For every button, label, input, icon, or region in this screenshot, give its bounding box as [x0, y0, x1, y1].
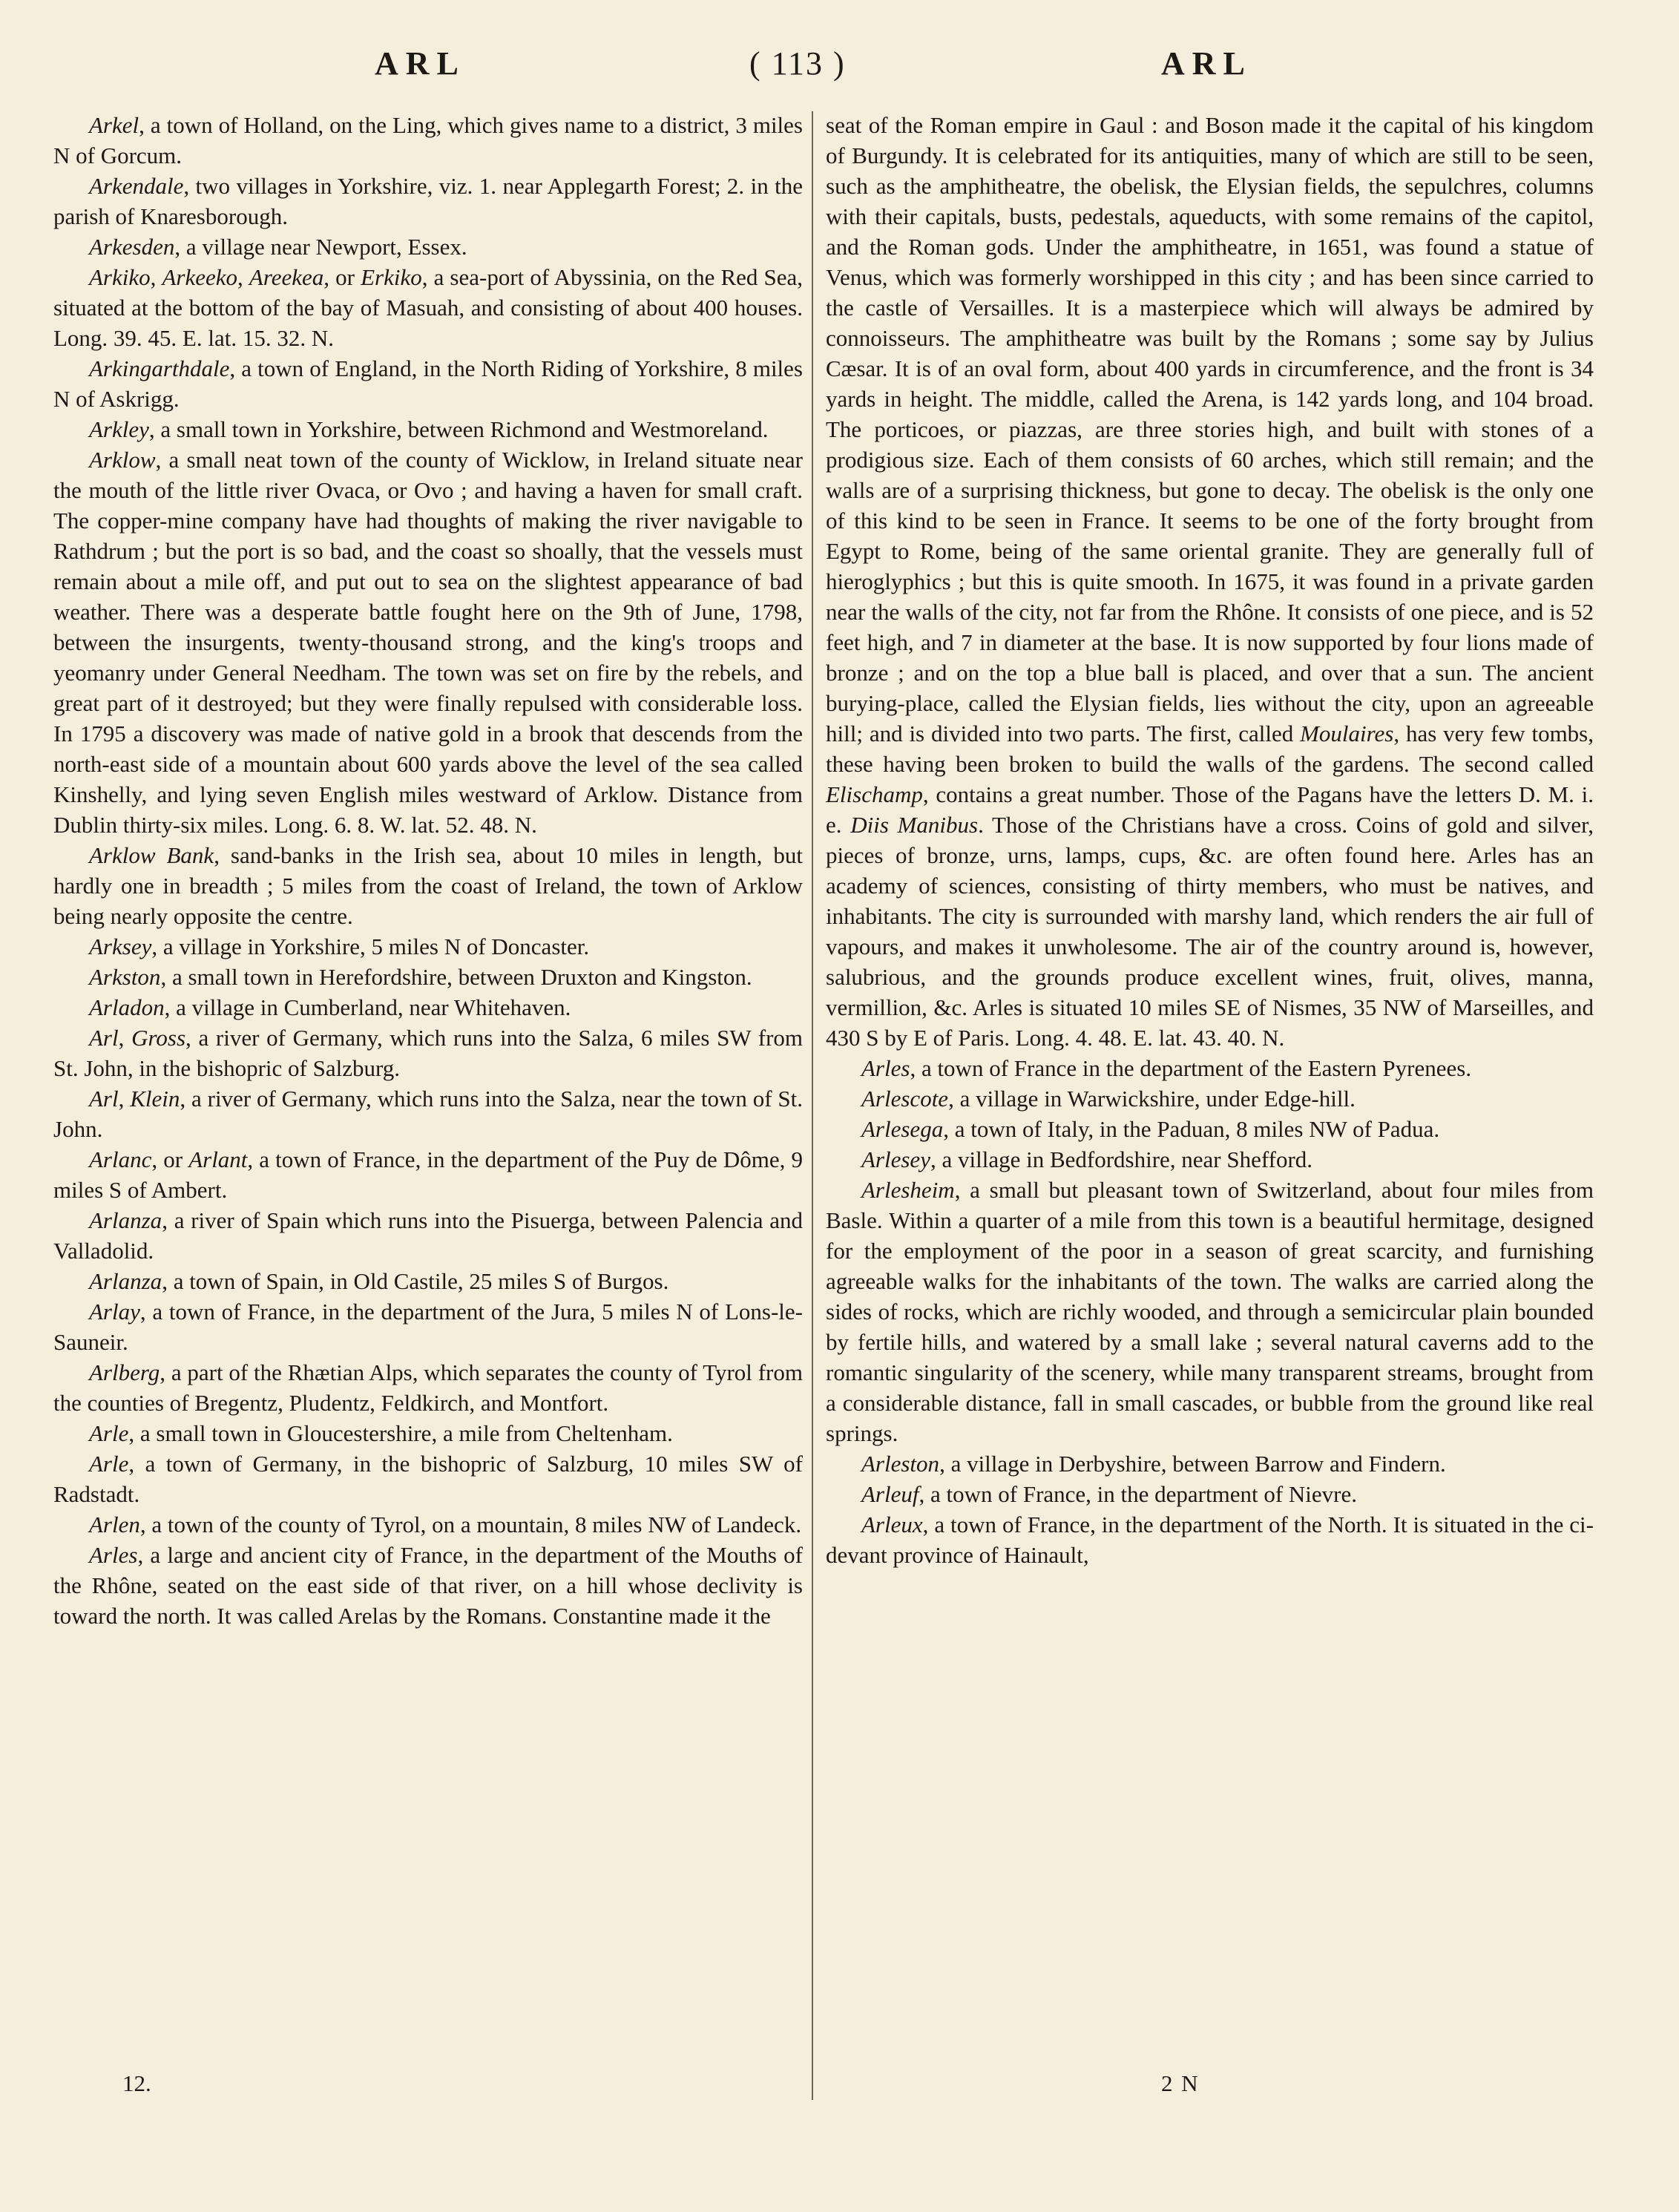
headword: Arles — [861, 1055, 910, 1081]
entry-sep: , — [237, 264, 249, 290]
headword: Arles — [89, 1542, 138, 1568]
entry-text: , two villages in Yorkshire, viz. 1. near Applegarth Forest; 2. in the parish of Knaresborough. — [53, 173, 803, 229]
entry-arles — [53, 1540, 803, 1631]
entry-arles-continued — [826, 110, 1594, 1053]
headword: Arl — [89, 1086, 119, 1112]
entry-sep: , — [118, 1025, 132, 1051]
headword: Arleux — [861, 1512, 923, 1537]
entry-text: , a village in Warwickshire, under Edge-hill. — [948, 1086, 1356, 1112]
headword: Arkley — [89, 416, 149, 442]
entry-text: , has very few tombs, these having been broken to build the walls of the gardens. The second called — [826, 721, 1594, 777]
headword: Arkendale — [89, 173, 184, 199]
entry-text: , a town of the county of Tyrol, on a mountain, 8 miles NW of Landeck. — [139, 1512, 802, 1537]
entry-text: , a town of France, in the department of the Jura, 5 miles N of Lons-le-Sauneir. — [53, 1299, 803, 1355]
entry-arle-gloucestershire — [53, 1418, 803, 1448]
entry-text: , a town of France, in the department of Nievre. — [919, 1481, 1358, 1507]
entry-arle-germany — [53, 1448, 803, 1509]
entry-text: , a town of England, in the North Riding of Yorkshire, 8 miles N of Askrigg. — [53, 355, 803, 412]
headword: Arladon — [89, 994, 165, 1020]
headword: Arkiko — [89, 264, 151, 290]
entry-text: . Those of the Christians have a cross. Coins of gold and silver, pieces of bronze, urns, lamps, cups, &c. are often found here. Arles has an academy of sciences, consisting of thirty members, who must be natives, and inhabitants. The city is surrounded with marshy land, which renders the air full of vapours, and makes it unwholesome. The air of the country around is, however, salubrious, and the grounds produce excellent wines, fruit, olives, manna, vermillion, &c. Arles is situated 10 miles SE of Nismes, 35 NW of Marseilles, and 430 S by E of Paris. Long. 4. 48. E. lat. 43. 40. N. — [826, 812, 1594, 1051]
headword: Arle — [89, 1451, 129, 1477]
page-number: ( 113 ) — [749, 45, 846, 82]
entry-sep: , — [150, 264, 162, 290]
entry-arlay — [53, 1296, 803, 1357]
entry-text: , a town of Spain, in Old Castile, 25 miles S of Burgos. — [162, 1268, 669, 1294]
entry-text: , a town of Germany, in the bishopric of Salzburg, 10 miles SW of Radstadt. — [53, 1451, 803, 1507]
entry-arladon — [53, 992, 803, 1023]
entry-text: , a river of Spain which runs into the Pisuerga, between Palencia and Valladolid. — [53, 1207, 803, 1264]
headword: Arleston — [861, 1451, 940, 1477]
entry-arklow — [53, 444, 803, 840]
entry-arlanza-river — [53, 1205, 803, 1266]
headword-variant: Gross — [131, 1025, 186, 1051]
headword: Arlay — [89, 1299, 140, 1325]
entry-text: , a river of Germany, which runs into the Salza, 6 miles SW from St. John, in the bishopric of Salzburg. — [53, 1025, 803, 1081]
entry-arlesega — [826, 1114, 1594, 1144]
entry-arlesey — [826, 1144, 1594, 1175]
entry-text: , sand-banks in the Irish sea, about 10 miles in length, but hardly one in breadth ; 5 miles from the coast of Ireland, the town of Arklow being nearly opposite the centre. — [53, 842, 803, 929]
headword: Arkesden — [89, 234, 175, 260]
entry-arleux — [826, 1509, 1594, 1570]
italic-term: Diis Manibus — [850, 812, 979, 838]
entry-arles-pyrenees — [826, 1053, 1594, 1083]
entry-sep: , or — [323, 264, 361, 290]
entry-arkesden — [53, 232, 803, 262]
entry-text: , a large and ancient city of France, in the department of the Mouths of the Rhône, seated on the east side of that river, on a hill whose declivity is toward the north. It was called Arelas by the Romans. Constantine made it the — [53, 1542, 803, 1629]
headword: Arkel — [89, 112, 139, 138]
signature-mark: 12. — [122, 2070, 151, 2096]
entry-arkston — [53, 962, 803, 992]
entry-text: , a small town in Gloucestershire, a mile from Cheltenham. — [128, 1420, 673, 1446]
entry-text: , a part of the Rhætian Alps, which separates the county of Tyrol from the counties of Bregentz, Pludentz, Feldkirch, and Montfort. — [53, 1359, 803, 1416]
entry-text: , a village in Derbyshire, between Barrow and Findern. — [939, 1451, 1446, 1477]
entry-text: , contains a great number. Those of the Pagans have the letters D. M. i. e. — [826, 781, 1594, 838]
entry-text: , a village in Yorkshire, 5 miles N of Doncaster. — [151, 933, 590, 959]
entry-text: , a small neat town of the county of Wicklow, in Ireland situate near the mouth of the little river Ovaca, or Ovo ; and having a haven for small craft. The copper-mine company have had thoughts of making the river navigable to Rathdrum ; but the port is so bad, and the coast so shoally, that the vessels must remain about a mile off, and put out to sea on the slightest appearance of bad weather. There was a desperate battle fought here on the 9th of June, 1798, between the insurgents, twenty-thousand strong, and the king's troops and yeomanry under General Needham. The town was set on fire by the rebels, and great part of it destroyed; but they were finally repulsed with considerable loss. In 1795 a discovery was made of native gold in a brook that descends from the north-east side of a mountain about 600 yards above the level of the sea called Kinshelly, and lying seven English miles westward of Arklow. Distance from Dublin thirty-six miles. Long. 6. 8. W. lat. 52. 48. N. — [53, 447, 803, 838]
column-rule — [812, 111, 813, 2100]
running-head-right: ARL — [1161, 45, 1252, 82]
entry-arklow-bank — [53, 840, 803, 931]
headword: Arlanza — [89, 1268, 162, 1294]
entry-text: , a village near Newport, Essex. — [174, 234, 467, 260]
entry-sep: , or — [151, 1146, 189, 1172]
running-head-left: ARL — [375, 45, 466, 82]
headword: Arkingarthdale — [89, 355, 230, 381]
headword: Arksey — [89, 933, 152, 959]
entry-arksey — [53, 931, 803, 962]
entry-text: , a town of France, in the department of the Puy de Dôme, 9 miles S of Ambert. — [53, 1146, 803, 1203]
headword-variant: Arkeeko — [162, 264, 238, 290]
entry-arleuf — [826, 1479, 1594, 1509]
entry-text: , a town of France, in the department of the North. It is situated in the ci-devant province of Hainault, — [826, 1512, 1594, 1568]
headword-variant: Erkiko — [361, 264, 422, 290]
entry-text: , a small but pleasant town of Switzerland, about four miles from Basle. Within a quarter of a mile from this town is a beautiful hermitage, designed for the employment of the poor in a season of great scarcity, and furnishing agreeable walks for the inhabitants of the town. The walks are carried along the sides of rocks, which are richly wooded, and through a semicircular plain bounded by fertile hills, and watered by a small lake ; several natural caverns add to the romantic singularity of the scenery, while many transparent streams, brought from a considerable distance, fall in small cascades, or bubble from the ground like real springs. — [826, 1177, 1594, 1446]
entry-text: , a sea-port of Abyssinia, on the Red Sea, situated at the bottom of the bay of Masuah, and consisting of about 400 houses. Long. 39. 45. E. lat. 15. 32. N. — [53, 264, 804, 351]
entry-text: , a village in Cumberland, near Whitehaven. — [164, 994, 571, 1020]
entry-arlberg — [53, 1357, 803, 1418]
entry-arl-klein — [53, 1083, 803, 1144]
entry-text: , a village in Bedfordshire, near Shefford. — [930, 1146, 1313, 1172]
entry-arkingarthdale — [53, 353, 803, 414]
entry-text: seat of the Roman empire in Gaul : and Boson made it the capital of his kingdom of Burgundy. It is celebrated for its antiquities, many of which are still to be seen, such as the amphitheatre, the obelisk, the Elysian fields, the sepulchres, columns with their capitals, busts, pedestals, aqueducts, with some remains of the capitol, and the Roman gods. Under the amphitheatre, in 1651, was found a statue of Venus, which was formerly worshipped in this city ; and has been since carried to the castle of Versailles. It is a masterpiece which will always be admired by connoisseurs. The amphitheatre was built by the Romans ; some say by Julius Cæsar. It is of an oval form, about 400 yards in circumference, and the front is 34 yards in height. The middle, called the Arena, is 142 yards long, and 104 broad. The porticoes, or piazzas, are three stories high, and built with stones of a prodigious size. Each of them consists of 60 arches, which still remain; and the walls are of a surprising thickness, but gone to decay. The obelisk is the only one of this kind to be seen in France. It seems to be one of the forty brought from Egypt to Rome, being of the same oriental granite. They are generally full of hieroglyphics ; but this is quite smooth. In 1675, it was found in a private garden near the walls of the city, not far from the Rhône. It consists of one piece, and is 52 feet high, and 7 in diameter at the base. It is now supported by four lions made of bronze ; and on the top a blue ball is placed, and over that a sun. The ancient burying-place, called the Elysian fields, lies without the city, upon an agreeable hill; and is divided into two parts. The first, called — [826, 112, 1594, 746]
headword: Arlanc — [89, 1146, 152, 1172]
entry-arlescote — [826, 1083, 1594, 1114]
headword: Arlesheim — [861, 1177, 955, 1203]
entry-text: , a small town in Herefordshire, between Druxton and Kingston. — [160, 964, 752, 990]
entry-arlanc — [53, 1144, 803, 1205]
entry-arkley — [53, 414, 803, 444]
entry-text: , a town of Italy, in the Paduan, 8 miles NW of Padua. — [943, 1116, 1440, 1142]
headword-variant: Klein — [130, 1086, 180, 1112]
headword: Arlen — [89, 1512, 140, 1537]
headword: Arklow Bank — [89, 842, 214, 868]
entry-arlen — [53, 1509, 803, 1540]
entry-text: , a river of Germany, which runs into the Salza, near the town of St. John. — [53, 1086, 804, 1142]
headword: Arl — [89, 1025, 119, 1051]
headword: Arklow — [89, 447, 156, 473]
headword: Arlesey — [861, 1146, 930, 1172]
headword: Arlberg — [89, 1359, 160, 1385]
headword-variant: Arlant — [188, 1146, 248, 1172]
italic-term: Elischamp — [826, 781, 923, 807]
entry-arleston — [826, 1448, 1594, 1479]
left-column — [53, 110, 803, 1631]
entry-text: , a town of Holland, on the Ling, which gives name to a district, 3 miles N of Gorcum. — [53, 112, 803, 168]
entry-text: , a town of France in the department of the Eastern Pyrenees. — [910, 1055, 1472, 1081]
italic-term: Moulaires — [1300, 721, 1394, 746]
headword: Arkston — [89, 964, 161, 990]
entry-arkel — [53, 110, 803, 171]
headword: Arle — [89, 1420, 129, 1446]
catchword-signature: 2 N — [1161, 2070, 1200, 2096]
entry-text: , a small town in Yorkshire, between Richmond and Westmoreland. — [148, 416, 769, 442]
right-column — [826, 110, 1594, 1570]
headword: Arleuf — [861, 1481, 919, 1507]
entry-arlesheim — [826, 1175, 1594, 1448]
entry-arl-gross — [53, 1023, 803, 1083]
headword: Arlanza — [89, 1207, 162, 1233]
entry-arkendale — [53, 171, 803, 232]
headword: Arlesega — [861, 1116, 944, 1142]
headword-variant: Areekea — [249, 264, 324, 290]
entry-arkiko — [53, 262, 803, 353]
headword: Arlescote — [861, 1086, 949, 1112]
entry-sep: , — [118, 1086, 131, 1112]
entry-arlanza-town — [53, 1266, 803, 1296]
